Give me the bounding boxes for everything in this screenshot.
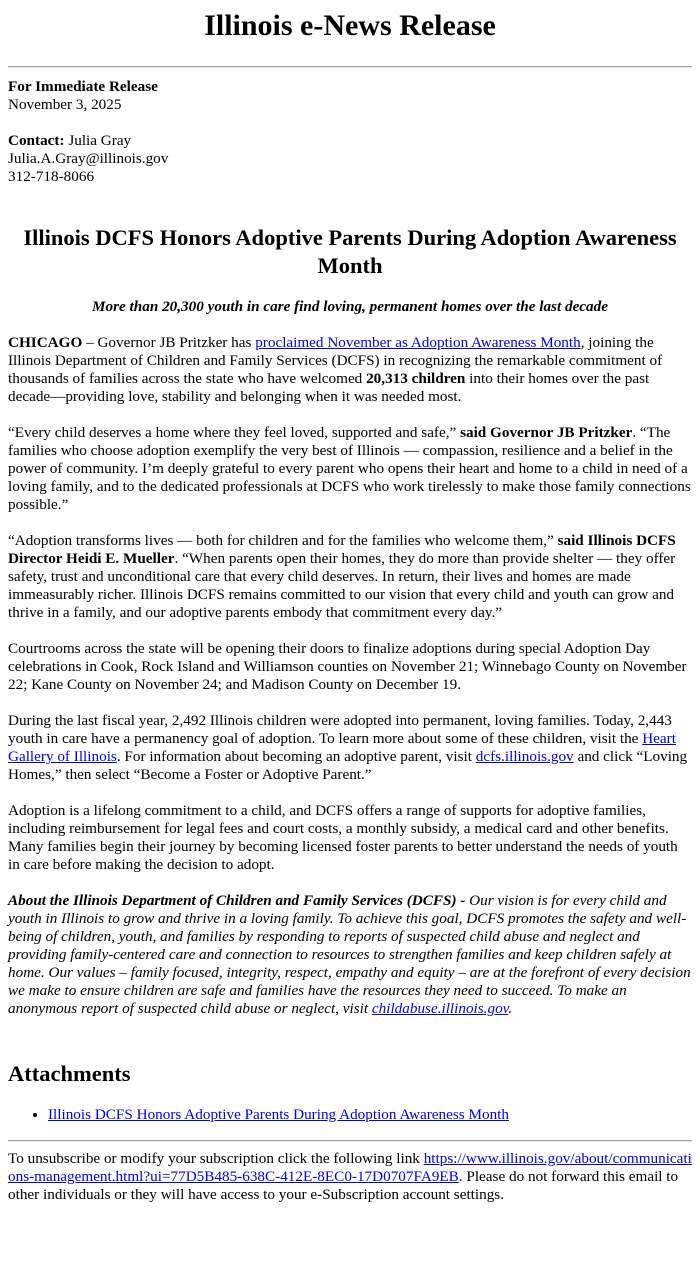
attachments-list [8, 1106, 692, 1124]
director-attribution: said Illinois DCFS Director Heidi E. Mueller [8, 532, 676, 567]
contact-phone: 312-718-8066 [8, 168, 95, 185]
about-dcfs [8, 892, 692, 1018]
childabuse-link[interactable]: childabuse.illinois.gov [371, 1000, 509, 1017]
paragraph-intro [8, 334, 692, 406]
heart-gallery-link[interactable]: Heart Gallery of Illinois [8, 730, 676, 765]
footer-text-2: . Please do not forward this email to other individuals or they will have access to your e-Subscription account settings. [8, 1168, 679, 1203]
children-count: 20,313 children [366, 370, 466, 387]
governor-quote-2: . “The families who choose adoption exemplify the very best of Illinois — compassion, resilience and a belief in the power of community. I’m deeply grateful to every parent who opens their heart and home to a child in need of a loving family, and to the dedicated professionals at DCFS who work tirelessly to make those family connections possible.” [8, 424, 691, 513]
list-item [48, 1106, 692, 1124]
director-quote-2: . “When parents open their homes, they do more than provide shelter — they offer safety, trust and unconditional care that every child deserves. In return, their lives and homes are made immeasurably richer. Illinois DCFS remains committed to our vision that every child and youth can grow and thrive in a family, and our adoptive parents embody that commitment every day.” [8, 550, 676, 621]
contact-email: Julia.A.Gray@illinois.gov [8, 150, 169, 167]
footer-text-1: To unsubscribe or modify your subscription click the following link [8, 1150, 424, 1167]
contact-info [8, 132, 692, 186]
paragraph-courtrooms: Courtrooms across the state will be opening their doors to finalize adoptions during special Adoption Day celebrations in Cook, Rock Island and Williamson counties on November 21; Winnebago County on November 22; Kane County on November 24; and Madison County on December 19. [8, 640, 687, 693]
intro-text-3: into their homes over the past decade—providing love, stability and belonging when it was needed most. [8, 370, 650, 405]
footer-divider [8, 1140, 692, 1142]
intro-text-1: – Governor JB Pritzker has [82, 334, 256, 351]
paragraph-statistics [8, 712, 692, 784]
paragraph-supports: Adoption is a lifelong commitment to a child, and DCFS offers a range of supports for adoptive families, including reimbursement for legal fees and court costs, a monthly subsidy, a medical card and other benefits. Many families begin their journey by becoming licensed foster parents to better understand the needs of youth in care before making the decision to adopt. [8, 802, 678, 873]
article-headline: Illinois DCFS Honors Adoptive Parents During Adoption Awareness Month [23, 225, 677, 278]
contact-name: Julia Gray [68, 132, 132, 149]
paragraph-director-quote [8, 532, 692, 622]
stats-text-2: . For information about becoming an adoptive parent, visit [116, 748, 476, 765]
dateline: CHICAGO [8, 334, 83, 351]
release-meta [8, 78, 692, 186]
contact-label: Contact: [8, 132, 65, 149]
dcfs-link[interactable]: dcfs.illinois.gov [475, 748, 574, 765]
about-text-1: Our vision is for every child and youth in Illinois to grow and thrive in a loving family. To achieve this goal, DCFS promotes the safety and well-being of children, youth, and families by responding to reports of suspected child abuse and neglect and providing family-centered care and connection to resources to strengthen families and keep children safely at home. Our values – family focused, integrity, respect, empathy and equity – are at the forefront of every decision we make to ensure children are safe and families have the resources they need to succeed. To make an anonymous report of suspected child abuse or neglect, visit [8, 892, 691, 1017]
header-divider [8, 66, 692, 68]
footer-text [8, 1150, 692, 1204]
about-heading: About the Illinois Department of Children and Family Services (DCFS) - [8, 892, 466, 909]
attachments-heading: Attachments [8, 1061, 131, 1086]
footer [8, 1150, 692, 1204]
release-info [8, 78, 692, 114]
masthead-title: Illinois e-News Release [204, 9, 496, 42]
about-text-2: . [508, 1000, 513, 1017]
stats-text-1: During the last fiscal year, 2,492 Illinois children were adopted into permanent, loving families. Today, 2,443 youth in care have a permanency goal of adoption. To learn more about some of these children, visit the [8, 712, 672, 747]
proclamation-link[interactable]: proclaimed November as Adoption Awareness Month [255, 334, 581, 351]
intro-text-2: , joining the Illinois Department of Children and Family Services (DCFS) in recognizing the remarkable commitment of thousands of families across the state who have welcomed [8, 334, 663, 387]
paragraph-governor-quote [8, 424, 692, 514]
article-subhead: More than 20,300 youth in care find loving, permanent homes over the last decade [92, 298, 608, 315]
release-label: For Immediate Release [8, 78, 158, 95]
release-date: November 3, 2025 [8, 96, 122, 113]
attachment-link[interactable]: Illinois DCFS Honors Adoptive Parents During Adoption Awareness Month [48, 1106, 509, 1123]
stats-text-3: and click “Loving Homes,” then select “Become a Foster or Adoptive Parent.” [8, 748, 688, 783]
governor-quote-1: “Every child deserves a home where they feel loved, supported and safe,” [8, 424, 461, 441]
governor-attribution: said Governor JB Pritzker [460, 424, 633, 441]
director-quote-1: “Adoption transforms lives — both for children and for the families who welcome them,” [8, 532, 558, 549]
subscription-link[interactable]: https://www.illinois.gov/about/communications-management.html?ui=77D5B485-638C-412E-8EC0-17D0707FA9EB [8, 1150, 692, 1185]
